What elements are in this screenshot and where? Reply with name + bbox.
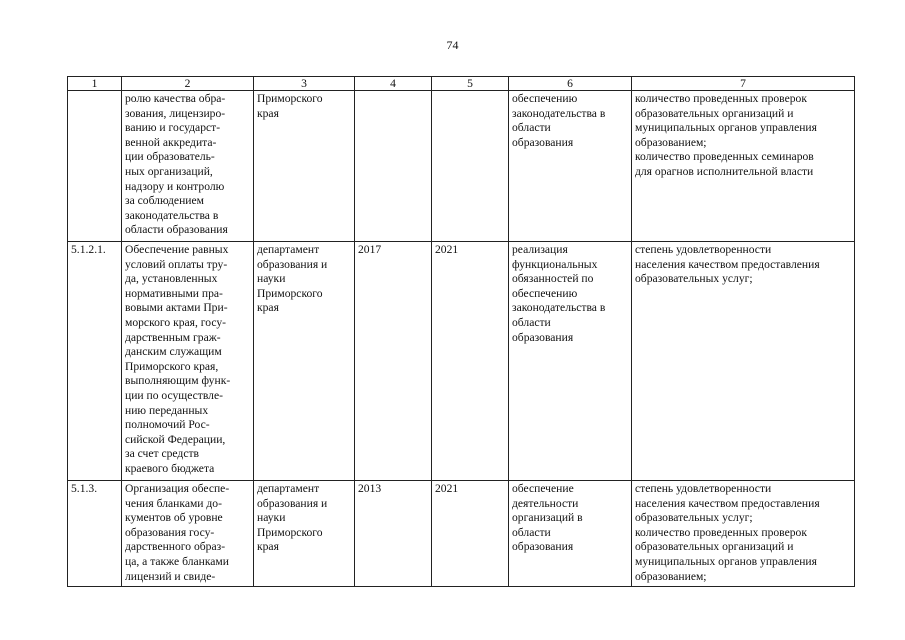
cell-text-line: кументов об уровне (125, 511, 223, 525)
cell-text-line: Приморского (257, 92, 323, 105)
item-number-cell (68, 91, 122, 242)
cell-text-line: образовательных услуг; (635, 272, 753, 286)
cell-text-line: Приморского края, (125, 359, 219, 373)
cell-text-line: ции по осуществле- (125, 388, 223, 402)
cell-text-line: образования и (257, 496, 328, 510)
cell-text-line: науки (257, 272, 286, 286)
cell-text-line: обеспечению (512, 286, 578, 300)
cell-text-line: за соблюдением (125, 194, 204, 208)
cell-text-line: края (257, 106, 279, 120)
cell-text-line: образованием; (635, 569, 707, 583)
cell-text-line: за счет средств (125, 447, 200, 461)
cell-text-line: количество проведенных проверок (635, 525, 807, 539)
table-header-row (68, 77, 855, 91)
cell-text-line: области (512, 525, 551, 539)
program-table (67, 76, 855, 587)
cell-text-line: чения бланками до- (125, 496, 222, 510)
activity-cell (122, 91, 254, 242)
executor-cell (254, 481, 355, 587)
cell-text-line: населения качеством предоставления (635, 257, 820, 271)
table-row (68, 91, 855, 242)
header-cell: 2 (122, 77, 254, 91)
cell-text-line: ных организаций, (125, 164, 213, 178)
cell-text-line: 5.1.2.1. (71, 243, 106, 256)
cell-text-line: края (257, 540, 279, 554)
cell-text-line: степень удовлетворенности (635, 482, 772, 495)
cell-text-line: морского края, госу- (125, 315, 226, 329)
cell-text-line: муниципальных органов управления (635, 554, 817, 568)
cell-text-line: 5.1.3. (71, 482, 98, 495)
cell-text-line: обязанностей по (512, 272, 594, 286)
cell-text-line: Приморского (257, 286, 323, 300)
cell-text-line: данским служащим (125, 345, 222, 359)
cell-text-line: выполняющим функ- (125, 374, 231, 388)
end-year-cell (432, 91, 509, 242)
cell-text-line: для орагнов исполнительной власти (635, 164, 814, 178)
header-cell: 3 (254, 77, 355, 91)
cell-text-line: ца, а также бланками (125, 554, 229, 568)
cell-text-line: 2021 (435, 243, 459, 256)
cell-text-line: Приморского (257, 525, 323, 539)
cell-text-line: количество проведенных семинаров (635, 150, 814, 164)
cell-text-line: науки (257, 511, 286, 525)
result-cell (509, 242, 632, 481)
cell-text-line: области образования (125, 223, 228, 237)
cell-text-line: населения качеством предоставления (635, 496, 820, 510)
cell-text-line: дарственным граж- (125, 330, 221, 344)
cell-text-line: условий оплаты тру- (125, 257, 228, 271)
cell-text-line: области (512, 315, 551, 329)
cell-text-line: образовательных услуг; (635, 511, 753, 525)
cell-text-line: функциональных (512, 257, 598, 271)
cell-text-line: венной аккредита- (125, 135, 217, 149)
activity-cell (122, 242, 254, 481)
header-cell: 7 (632, 77, 855, 91)
activity-cell (122, 481, 254, 587)
cell-text-line: зования, лицензиро- (125, 106, 226, 120)
cell-text-line: нию переданных (125, 403, 209, 417)
cell-text-line: образовательных организаций и (635, 106, 794, 120)
start-year-cell (355, 91, 432, 242)
header-cell: 5 (432, 77, 509, 91)
result-cell (509, 91, 632, 242)
cell-text-line: законодательства в (512, 106, 606, 120)
cell-text-line: департамент (257, 243, 320, 256)
cell-text-line: 2021 (435, 482, 459, 495)
item-number-cell (68, 242, 122, 481)
cell-text-line: 2017 (358, 243, 382, 256)
cell-text-line: образованием; (635, 135, 707, 149)
table-row (68, 481, 855, 587)
indicator-cell (632, 481, 855, 587)
cell-text-line: 2013 (358, 482, 382, 495)
executor-cell (254, 242, 355, 481)
header-cell: 4 (355, 77, 432, 91)
cell-text-line: ролю качества обра- (125, 92, 226, 105)
header-cell: 6 (509, 77, 632, 91)
cell-text-line: организаций в (512, 511, 583, 525)
cell-text-line: образования (512, 135, 574, 149)
cell-text-line: обеспечение (512, 482, 574, 495)
cell-text-line: законодательства в (512, 301, 606, 315)
cell-text-line: да, установленных (125, 272, 218, 286)
cell-text-line: образования (512, 330, 574, 344)
executor-cell (254, 91, 355, 242)
indicator-cell (632, 242, 855, 481)
cell-text-line: образования и (257, 257, 328, 271)
cell-text-line: дарственного образ- (125, 540, 226, 554)
cell-text-line: реализация (512, 243, 568, 256)
cell-text-line: Обеспечение равных (125, 243, 229, 256)
cell-text-line: Организация обеспе- (125, 482, 230, 495)
cell-text-line: количество проведенных проверок (635, 92, 807, 105)
indicator-cell (632, 91, 855, 242)
cell-text-line: степень удовлетворенности (635, 243, 772, 256)
cell-text-line: надзору и контролю (125, 179, 225, 193)
cell-text-line: сийской Федерации, (125, 432, 226, 446)
header-cell: 1 (68, 77, 122, 91)
cell-text-line: ванию и государст- (125, 121, 221, 135)
cell-text-line: краевого бюджета (125, 461, 215, 475)
cell-text-line: законодательства в (125, 208, 219, 222)
start-year-cell (355, 242, 432, 481)
start-year-cell (355, 481, 432, 587)
cell-text-line: нормативными пра- (125, 286, 223, 300)
cell-text-line: области (512, 121, 551, 135)
cell-text-line: полномочий Рос- (125, 418, 210, 432)
cell-text-line: лицензий и свиде- (125, 569, 216, 583)
result-cell (509, 481, 632, 587)
cell-text-line: обеспечению (512, 92, 578, 105)
end-year-cell (432, 481, 509, 587)
cell-text-line: образовательных организаций и (635, 540, 794, 554)
table-row (68, 242, 855, 481)
item-number-cell (68, 481, 122, 587)
cell-text-line: образования госу- (125, 525, 215, 539)
cell-text-line: департамент (257, 482, 320, 495)
cell-text-line: вовыми актами При- (125, 301, 228, 315)
page-number: 74 (446, 38, 459, 52)
cell-text-line: муниципальных органов управления (635, 121, 817, 135)
cell-text-line: образования (512, 540, 574, 554)
cell-text-line: деятельности (512, 496, 579, 510)
cell-text-line: ции образователь- (125, 150, 215, 164)
cell-text-line: края (257, 301, 279, 315)
end-year-cell (432, 242, 509, 481)
